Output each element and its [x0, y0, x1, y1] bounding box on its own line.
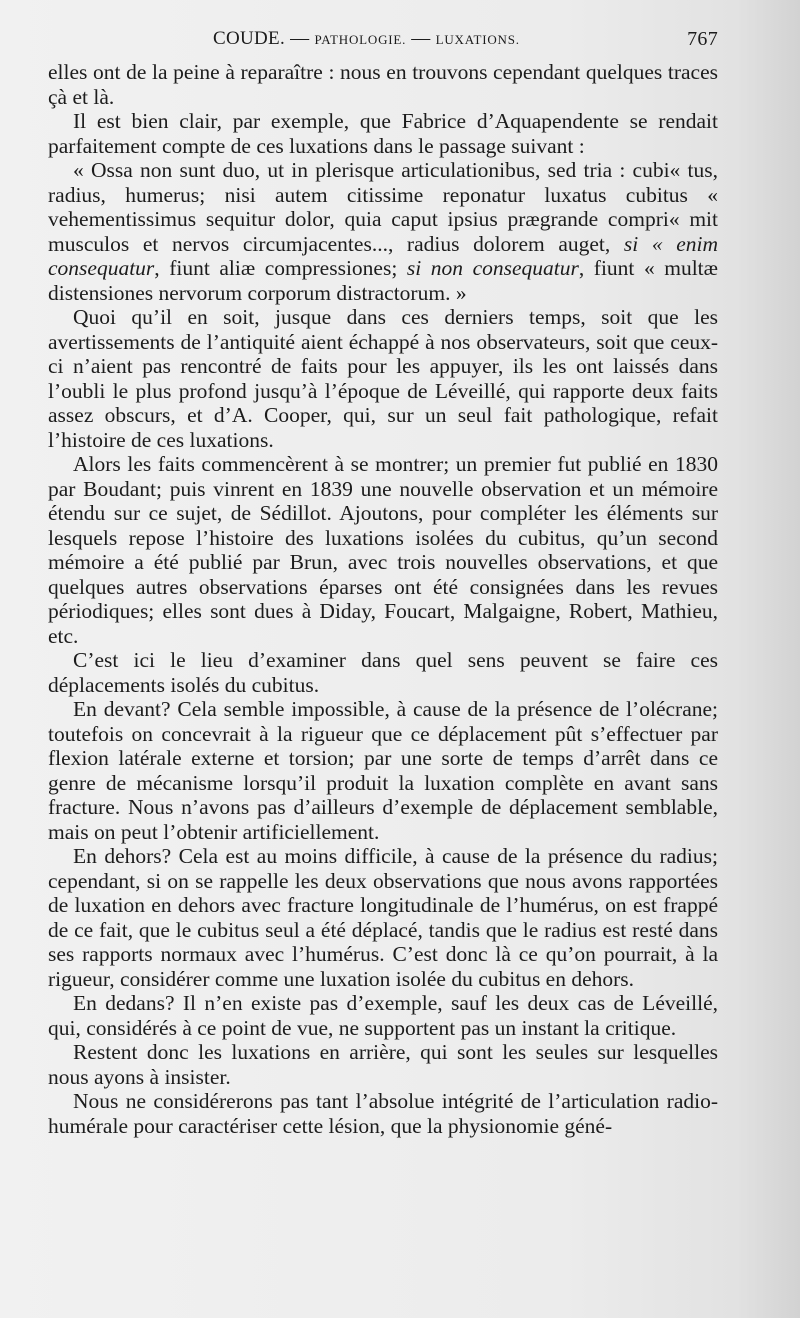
running-header: [48, 28, 718, 58]
quote-italic: si « enim consequatur: [48, 231, 718, 280]
header-dash: —: [290, 28, 310, 49]
paragraph: Il est bien clair, par exemple, que Fabrice d’Aquapendente se rendait parfaitement compte de ces luxations dans le passage suivant :: [48, 109, 718, 158]
paragraph: En dehors? Cela est au moins difficile, à cause de la présence du radius; cependant, si on se rappelle les deux observations que nous avons rapportées de luxation en dehors avec fracture longitudinale de l’humérus, on est frappé de ce fait, que le cubitus seul a été déplacé, tandis que le radius est resté dans ses rapports normaux avec l’humérus. C’est donc là ce qu’on pourrait, à la rigueur, considérer comme une luxation isolée du cubitus en dehors.: [48, 844, 718, 991]
paragraph: En dedans? Il n’en existe pas d’exemple, sauf les deux cas de Léveillé, qui, considérés à ce point de vue, ne supportent pas un instant la critique.: [48, 991, 718, 1040]
body-text: [48, 60, 718, 1138]
quote-text: « Ossa non sunt duo, ut in plerisque articulationibus, sed tria : cubi« tus, radius, humerus; nisi autem citissime reponatur luxatus cubitus « vehementissimus sequitur dolor, quia caput ipsius prægrande compri« mit musculos et nervos circumjacentes..., radius dolorem auget,: [48, 158, 718, 256]
paragraph: Nous ne considérerons pas tant l’absolue intégrité de l’articulation radio-humérale pour caractériser cette lésion, que la physionomie géné-: [48, 1089, 718, 1138]
paragraph: Alors les faits commencèrent à se montrer; un premier fut publié en 1830 par Boudant; puis vinrent en 1839 une nouvelle observation et un mémoire étendu sur ce sujet, de Sédillot. Ajoutons, pour compléter les éléments sur lesquels repose l’histoire des luxations isolées du cubitus, qu’un second mémoire a été publié par Brun, avec trois nouvelles observations, et que quelques autres observations éparses ont été consignées dans les revues périodiques; elles sont dues à Diday, Foucart, Malgaigne, Robert, Mathieu, etc.: [48, 452, 718, 648]
page-number: 767: [687, 28, 718, 50]
paragraph: C’est ici le lieu d’examiner dans quel sens peuvent se faire ces déplacements isolés du cubitus.: [48, 648, 718, 697]
header-title: COUDE.: [213, 28, 285, 49]
quote-italic: si non consequatur: [406, 256, 579, 280]
running-title: [213, 28, 520, 50]
header-dash: —: [411, 28, 431, 49]
paragraph: elles ont de la peine à reparaître : nous en trouvons cependant quelques traces çà et là.: [48, 60, 718, 109]
quote-text: , fiunt aliæ compressiones;: [154, 256, 407, 280]
latin-quotation: [48, 158, 718, 305]
header-section: PATHOLOGIE.: [314, 32, 407, 47]
paragraph: Quoi qu’il en soit, jusque dans ces derniers temps, soit que les avertissements de l’antiquité aient échappé à nos observateurs, soit que ceux-ci n’aient pas rencontré de faits pour les appuyer, ils les ont laissés dans l’oubli le plus profond jusqu’à l’époque de Léveillé, qui rapporte deux faits assez obscurs, et d’A. Cooper, qui, sur un seul fait pathologique, refait l’histoire de ces luxations.: [48, 305, 718, 452]
paragraph: Restent donc les luxations en arrière, qui sont les seules sur lesquelles nous ayons à insister.: [48, 1040, 718, 1089]
header-subsection: LUXATIONS.: [435, 32, 520, 47]
quote-text: , fiunt « multæ distensiones nervorum corporum distractorum. »: [48, 256, 718, 305]
paragraph: En devant? Cela semble impossible, à cause de la présence de l’olécrane; toutefois on concevrait à la rigueur que ce déplacement pût s’effectuer par flexion latérale externe et torsion; par une sorte de temps d’arrêt dans ce genre de mécanisme lorsqu’il produit la luxation complète en avant sans fracture. Nous n’avons pas d’ailleurs d’exemple de déplacement semblable, mais on peut l’obtenir artificiellement.: [48, 697, 718, 844]
